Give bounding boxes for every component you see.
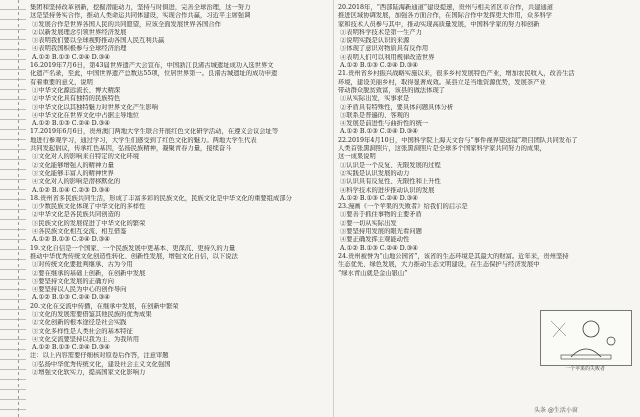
text-line: 生态优先、绿色发展，大力推动生态文明建设，在生态保护与经济发展中	[338, 261, 540, 269]
text-line: ①中华文化源远流长、博大精深	[32, 86, 121, 94]
text-line: ①少数民族文化体现了中华文化的多样性	[32, 203, 146, 211]
text-line: A.①② B.①③ C.②④ D.③④	[32, 53, 110, 61]
text-line: ④要正确发挥主观能动性	[340, 236, 410, 244]
text-line: ②增强文化软实力，提高国家文化影响力	[32, 369, 146, 377]
text-line: ②实践是认识发展的动力	[340, 169, 410, 177]
text-line: ①弘扬中华优秀传统文化，建设社会主义文化强国	[32, 360, 171, 368]
text-line: A.①② B.①③ C.②④ D.③④	[340, 244, 418, 252]
text-line: 19.文化自信是一个国家、一个民族发展中更基本、更深沉、更持久的力量	[30, 244, 236, 252]
text-line: 人类首张黑洞照片，这张黑洞照片是全球多个国家科学家共同努力的成果，	[338, 145, 546, 153]
text-line: ①文化的发展需要借鉴其他民族的优秀成果	[32, 310, 152, 318]
watermark: 头条 @生活小窗	[534, 407, 578, 414]
figure-caption: 一个苹果的失败者	[564, 366, 605, 372]
text-line: 有着重要的意义，说明	[30, 78, 93, 86]
text-line: 带动群众脱贫致富，该县的做法体现了	[338, 86, 446, 94]
text-line: ②要在继承的基础上创新，在创新中发展	[32, 269, 146, 277]
text-line: 推进区域协调发展，加强各方面合作，在国际合作中发挥更大作用，众多科学	[338, 12, 553, 20]
text-line: A.①② B.①④ C.②③ D.③④	[32, 186, 110, 194]
text-line: ④要坚持以人民为中心的创作导向	[32, 286, 127, 294]
text-line: ③联系是普遍的、客观的	[340, 111, 410, 119]
text-line: ③体现了意识对物质具有反作用	[340, 45, 429, 53]
text-line: ③要坚持文化发展的正确方向	[32, 277, 114, 285]
text-line: 共同发起倡议，传承红色基因，弘扬民族精神，凝聚青春力量，接续奋斗	[30, 145, 232, 153]
text-line: A.①② B.①③ C.②④ D.③④	[340, 62, 418, 70]
column-divider	[333, 0, 334, 417]
text-line: ①认识是一个反复、无限发展的过程	[340, 161, 441, 169]
text-line: A.①② B.①③ C.②④ D.③④	[32, 344, 110, 352]
left-column	[30, 4, 328, 377]
text-line: ②中华文化具有独特的民族特色	[32, 95, 121, 103]
text-line: A.①② B.①③ C.②④ D.③④	[340, 194, 418, 202]
text-line: ④中华文化在世界文化中占据主导地位	[32, 111, 140, 119]
text-line: ③表明我们要以全球视野推动各国人民互利共赢	[32, 37, 165, 45]
text-line: A.①② B.①③ C.②④ D.③④	[32, 294, 110, 302]
text-line: 这是坚持务实合作，推动人类命运共同体建设，实现合作共赢，习近平主席强调	[30, 12, 251, 20]
text-line: 18.贵州省多民族共同生活，形成了丰富多彩的民族文化，民族文化是中华文化的重要组成部分	[30, 194, 292, 202]
right-column	[338, 4, 634, 278]
text-line: ③文化能够丰富人的精神世界	[32, 169, 114, 177]
text-line: ②要一切从实际出发	[340, 219, 397, 227]
text-line: ①要善于抓住事物的主要矛盾	[340, 211, 422, 219]
text-line: ②以新发展理念引领世界经济发展	[32, 28, 127, 36]
text-line: ②文化创新的根本途径是社会实践	[32, 319, 127, 327]
text-line: ④表明我国积极参与全球经济治理	[32, 45, 127, 53]
text-line: 23.漫画《一个苹果的失败者》给我们的启示是	[338, 203, 468, 211]
text-line: A.①② B.①③ C.②④ D.③④	[340, 128, 418, 136]
text-line: ①文化对人的影响来自特定的文化环境	[32, 153, 140, 161]
cartoon-drawing	[541, 311, 631, 365]
text-line: ③文化多样性是人类社会的基本特征	[32, 327, 133, 335]
text-line: ④表明人们可以利用规律改造世界	[340, 53, 435, 61]
text-line: ①从实际出发，实事求是	[340, 95, 410, 103]
text-line: ④各民族文化相互交流、相互借鉴	[32, 228, 127, 236]
text-line: 地进行参观学习，通过学习，大学生们感受到了红色文化的魅力。两地大学生代表	[30, 136, 257, 144]
text-line: 17.2019年6月6日，贵州澳门两地大学生联合开展红色文化研学活动，在遵义会议会址等	[30, 128, 279, 136]
text-line: ④发展是前进性与曲折性的统一	[340, 120, 429, 128]
text-line: ②文化能够增强人的精神力量	[32, 161, 114, 169]
text-line: 集团和坚持改革创新，挖掘潜能动力，坚持与时俱进，完善全球治理，这一努力	[30, 4, 251, 11]
text-line: 化遗产名录，至此，中国世界遗产总数达55项，位居世界第一。良渚古城遗址的成功申遗	[30, 70, 278, 78]
text-line: ①对传统文化要批判继承、古为今用	[32, 261, 133, 269]
text-line: ③民族文化的发展促进了中华文化的繁荣	[32, 219, 146, 227]
text-line: 环境，建设美丽乡村，取得显著成效。某县立足当地资源优势，发展茶产业	[338, 78, 546, 86]
text-line: 21.贵州省乡村振兴战略实施以来，很多乡村发展特色产业，增加农民收入，改善生活	[338, 70, 575, 78]
text-line: 家和技术人员参与其中，推动实现高质量发展，中国科学家的努力和创新	[338, 20, 540, 28]
text-line: ②矛盾具有特殊性，要具体问题具体分析	[340, 103, 454, 111]
text-line: 16.2019年7月6日，第43届世界遗产大会宣布，中国浙江良渚古城遗址成功入选世界文	[30, 62, 274, 70]
text-line: A.①② B.①③ C.②④ D.③④	[32, 236, 110, 244]
text-line: ③认识具有反复性、无限性和上升性	[340, 178, 441, 186]
text-line: “绿水青山就是金山银山”	[338, 269, 408, 277]
text-line: 24.贵州被誉为“山地公园省”，该省的生态环境是其最大的财富。近年来，贵州坚持	[338, 252, 569, 260]
cartoon-figure	[540, 310, 632, 366]
text-line: ③中华文化以其独特魅力对世界文化产生影响	[32, 103, 158, 111]
text-line: A.①② B.①③ C.②④ D.③④	[32, 120, 110, 128]
text-line: 推动中华优秀传统文化创造性转化、创新性发展，增强文化自信，以下说法	[30, 252, 238, 260]
text-line: ①发展合作是世界各国人民的共同愿望，应该全面发展世界各国合作	[32, 20, 221, 28]
text-line: ④文化对人的影响是潜移默化的	[32, 178, 121, 186]
text-line: 22.2019年4月10日，中国科学院上海天文台与“事件视界望远镜”项目团队共同发布了	[338, 136, 578, 144]
text-line: ④文化交流要坚持以我为主、为我所用	[32, 335, 140, 343]
text-line: 这一成果说明	[338, 153, 376, 161]
text-line: ④科学技术的进步推动认识的发展	[340, 186, 435, 194]
text-line: 20.2018年，“西部陆海新通道”建设提速，贵州与相关省区市合作，共建通道	[338, 4, 554, 11]
binding-margin	[0, 0, 26, 417]
text-line: ③要坚持用发展的眼光看问题	[340, 228, 422, 236]
text-line: ②说明实践是认识的来源	[340, 37, 410, 45]
text-line: ①表明科学技术是第一生产力	[340, 28, 422, 36]
text-line: 注：以上内容需要仔细核对原卷后作答，注意审题	[30, 352, 169, 360]
text-line: 20.文化在交流中传播，在继承中发展，在创新中繁荣	[30, 302, 179, 310]
text-line: ②中华文化是各民族共同创造的	[32, 211, 121, 219]
